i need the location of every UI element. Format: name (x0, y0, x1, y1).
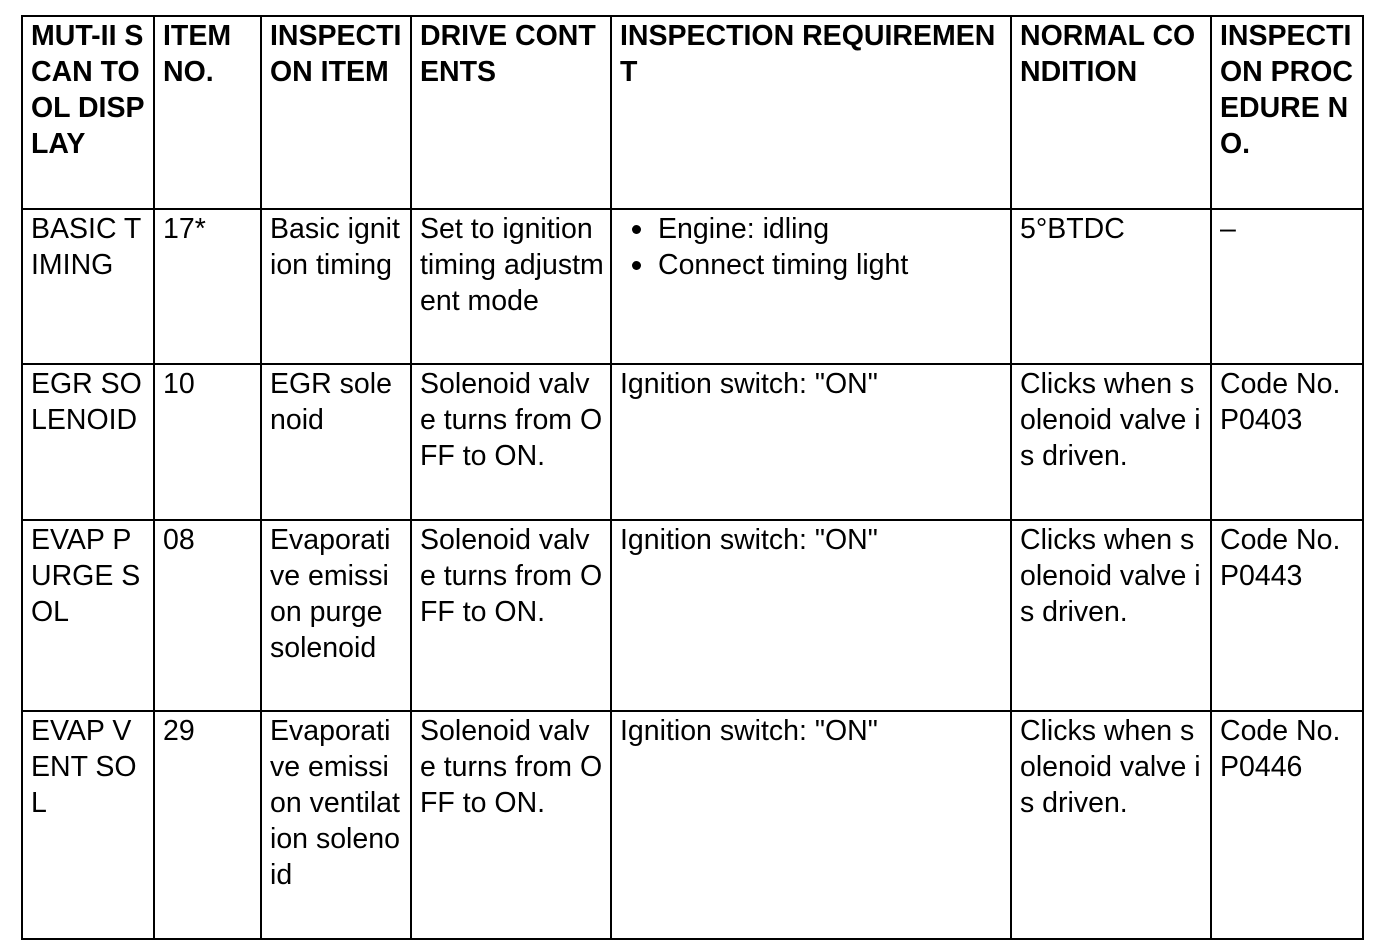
cell-inspection-requirement (611, 209, 1011, 364)
header-inspection-procedure-no: INSPECTION PROCEDURE NO. (1211, 16, 1363, 209)
cell-inspection-item: Evaporative emission purge solenoid (261, 520, 411, 711)
cell-inspection-requirement: Ignition switch: "ON" (611, 364, 1011, 520)
cell-drive-contents: Solenoid valve turns from OFF to ON. (411, 711, 611, 939)
header-item-no: ITEM NO. (154, 16, 261, 209)
table-row (22, 364, 1363, 520)
cell-procedure-no: Code No. P0446 (1211, 711, 1363, 939)
cell-procedure-no: Code No. P0403 (1211, 364, 1363, 520)
cell-item-no: 17* (154, 209, 261, 364)
cell-display: BASIC TIMING (22, 209, 154, 364)
table-row (22, 711, 1363, 939)
requirement-list (620, 211, 1004, 283)
cell-normal-condition: 5°BTDC (1011, 209, 1211, 364)
cell-procedure-no: – (1211, 209, 1363, 364)
actuator-test-table (21, 15, 1364, 940)
cell-inspection-item: Basic ignition timing (261, 209, 411, 364)
cell-normal-condition: Clicks when solenoid valve is driven. (1011, 520, 1211, 711)
cell-inspection-item: EGR solenoid (261, 364, 411, 520)
requirement-item: Connect timing light (620, 247, 1004, 283)
cell-procedure-no: Code No. P0443 (1211, 520, 1363, 711)
table-row (22, 209, 1363, 364)
header-inspection-requirement: INSPECTION REQUIREMENT (611, 16, 1011, 209)
header-display: MUT-II SCAN TOOL DISPLAY (22, 16, 154, 209)
header-drive-contents: DRIVE CONTENTS (411, 16, 611, 209)
cell-normal-condition: Clicks when solenoid valve is driven. (1011, 364, 1211, 520)
cell-drive-contents: Solenoid valve turns from OFF to ON. (411, 364, 611, 520)
requirement-item: Engine: idling (620, 211, 1004, 247)
header-normal-condition: NORMAL CONDITION (1011, 16, 1211, 209)
header-inspection-item: INSPECTION ITEM (261, 16, 411, 209)
cell-inspection-requirement: Ignition switch: "ON" (611, 520, 1011, 711)
cell-drive-contents: Set to ignition timing adjustment mode (411, 209, 611, 364)
cell-display: EVAP VENT SOL (22, 711, 154, 939)
cell-display: EVAP PURGE SOL (22, 520, 154, 711)
cell-inspection-requirement: Ignition switch: "ON" (611, 711, 1011, 939)
table-row (22, 520, 1363, 711)
cell-item-no: 10 (154, 364, 261, 520)
cell-drive-contents: Solenoid valve turns from OFF to ON. (411, 520, 611, 711)
cell-inspection-item: Evaporative emission ventilation solenoid (261, 711, 411, 939)
cell-display: EGR SOLENOID (22, 364, 154, 520)
cell-item-no: 08 (154, 520, 261, 711)
header-row (22, 16, 1363, 209)
cell-item-no: 29 (154, 711, 261, 939)
cell-normal-condition: Clicks when solenoid valve is driven. (1011, 711, 1211, 939)
